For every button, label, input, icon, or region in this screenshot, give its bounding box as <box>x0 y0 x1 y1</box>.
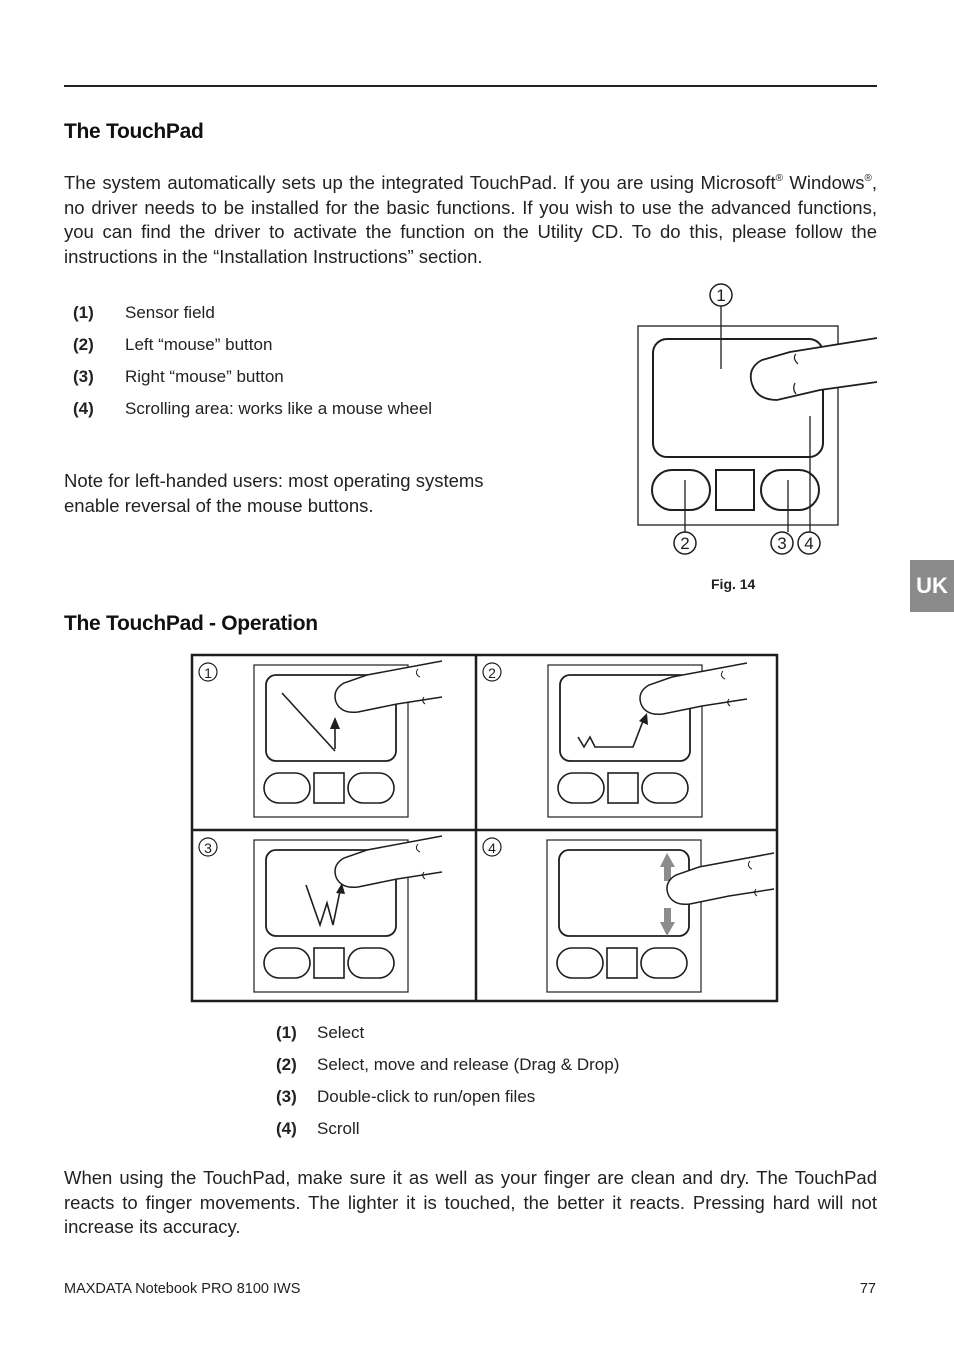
list-item <box>276 1054 796 1086</box>
header-rule <box>64 85 877 87</box>
list-item <box>276 1022 796 1054</box>
panel-number: 4 <box>488 840 496 856</box>
list-item <box>73 334 573 366</box>
list-number: (4) <box>276 1119 297 1138</box>
panel-number: 2 <box>488 665 496 681</box>
scroll-down-arrow-icon <box>660 908 675 936</box>
left-handed-note: Note for left-handed users: most operating systems enable reversal of the mouse buttons. <box>64 470 484 516</box>
middle-button <box>716 470 754 510</box>
registered-mark: ® <box>864 173 872 184</box>
list-number: (4) <box>73 399 94 418</box>
gesture-panel-select <box>199 661 442 817</box>
list-text: Scroll <box>317 1119 360 1138</box>
intro-text-3: , no driver needs to be installed for the basic functions. If you wish to use the advanced functions, you can find the driver to activate the function on the Utility CD. To do this, please follow the instructions in the “Installation Instructions” section. <box>64 172 877 267</box>
finger-icon <box>335 661 442 712</box>
page-number: 77 <box>859 1281 876 1297</box>
operation-list <box>276 1022 796 1150</box>
list-text: Left “mouse” button <box>125 335 273 354</box>
finger-icon <box>751 338 877 400</box>
list-number: (3) <box>73 367 94 386</box>
callout-label: 2 <box>680 534 690 553</box>
touchpad-diagram <box>600 280 890 565</box>
intro-paragraph <box>64 171 877 269</box>
registered-mark: ® <box>775 173 783 184</box>
callout-label: 3 <box>777 534 787 553</box>
callout-label: 1 <box>716 286 726 305</box>
list-text: Double-click to run/open files <box>317 1087 536 1106</box>
list-item <box>276 1118 796 1150</box>
section-title-touchpad: The TouchPad <box>64 120 204 143</box>
list-item <box>73 366 573 398</box>
panel-number: 3 <box>204 840 212 856</box>
finger-icon <box>640 663 747 714</box>
finger-icon <box>335 836 442 887</box>
list-text: Select, move and release (Drag & Drop) <box>317 1055 620 1074</box>
list-text: Right “mouse” button <box>125 367 284 386</box>
section-title-operation: The TouchPad - Operation <box>64 612 318 635</box>
list-item <box>73 302 573 334</box>
final-paragraph: When using the TouchPad, make sure it as well as your finger are clean and dry. The TouchPad reacts to finger movements. The lighter it is touched, the better it reacts. Pressing hard will not increase its accuracy. <box>64 1167 877 1237</box>
list-number: (2) <box>276 1055 297 1074</box>
gesture-panel-scroll <box>483 838 774 992</box>
list-number: (1) <box>73 303 94 322</box>
list-text: Select <box>317 1023 365 1042</box>
gesture-grid <box>190 653 780 1005</box>
parts-list <box>73 302 573 430</box>
list-text: Scrolling area: works like a mouse wheel <box>125 399 433 418</box>
list-number: (2) <box>73 335 94 354</box>
list-item <box>73 398 573 430</box>
intro-text-2: Windows <box>782 172 865 193</box>
left-button <box>652 470 710 510</box>
language-tab: UK <box>910 560 954 612</box>
list-number: (3) <box>276 1087 297 1106</box>
list-item <box>276 1086 796 1118</box>
footer-product: MAXDATA Notebook PRO 8100 IWS <box>64 1281 301 1297</box>
gesture-panel-drag-drop <box>483 663 747 817</box>
gesture-panel-double-click <box>199 836 442 992</box>
list-number: (1) <box>276 1023 297 1042</box>
figure-caption: Fig. 14 <box>711 576 756 592</box>
intro-text-1: The system automatically sets up the integrated TouchPad. If you are using Microsoft <box>64 172 776 193</box>
list-text: Sensor field <box>125 303 215 322</box>
callout-label: 4 <box>804 534 814 553</box>
panel-number: 1 <box>204 665 212 681</box>
finger-icon <box>667 853 774 904</box>
